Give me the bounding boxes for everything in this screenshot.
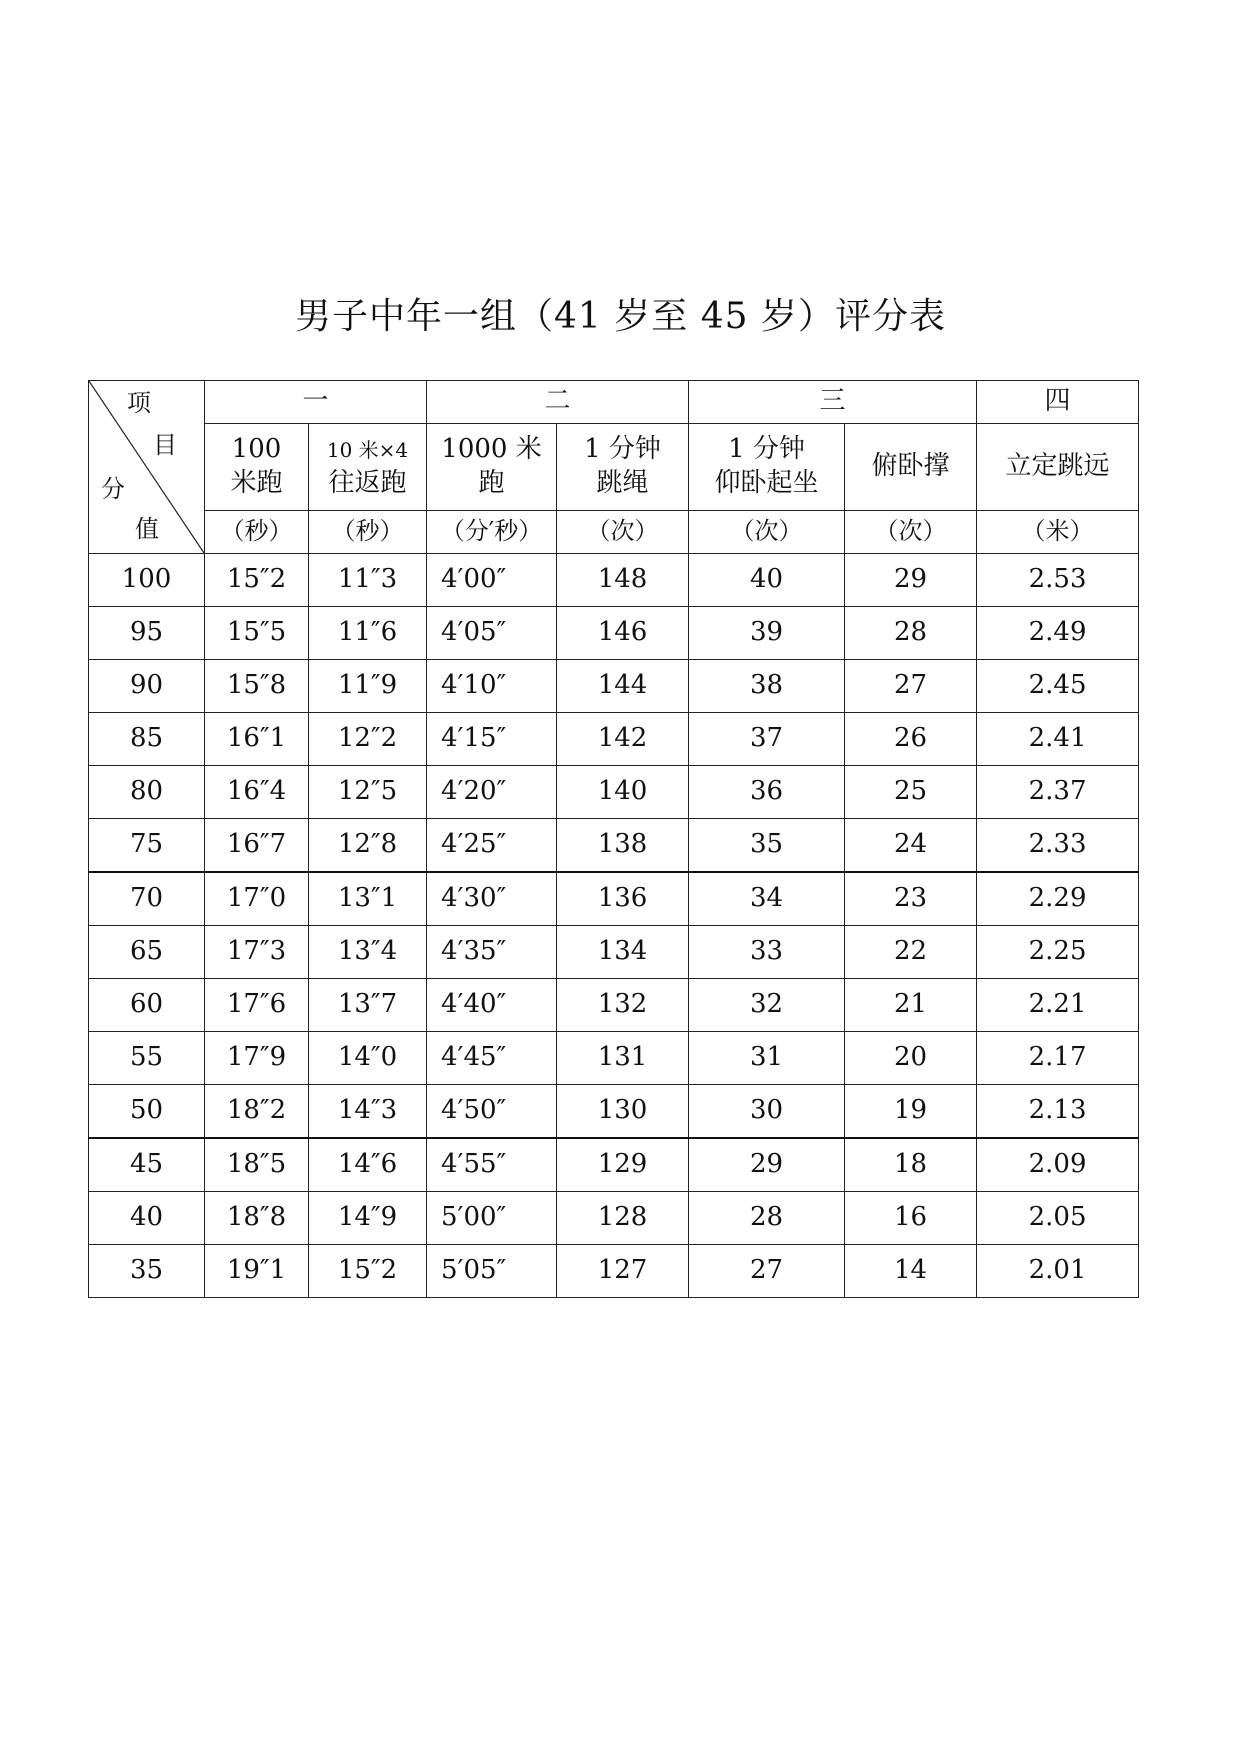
cell-shuttle: 11″3: [309, 554, 427, 607]
item-line1: 1000 米: [441, 434, 542, 465]
cell-100m: 17″6: [205, 979, 309, 1032]
cell-rope: 136: [557, 872, 689, 926]
cell-100m: 15″5: [205, 607, 309, 660]
table-row: [89, 554, 1139, 607]
cell-pushup: 21: [845, 979, 977, 1032]
cell-1000m: 4′15″: [427, 713, 557, 766]
cell-score: 45: [89, 1138, 205, 1192]
cell-situp: 36: [689, 766, 845, 819]
item-header-rope: [557, 424, 689, 511]
unit-shuttle: （秒）: [309, 511, 427, 554]
cell-score: 80: [89, 766, 205, 819]
cell-longjump: 2.01: [977, 1245, 1139, 1298]
cell-100m: 18″5: [205, 1138, 309, 1192]
table-row: [89, 1138, 1139, 1192]
cell-situp: 40: [689, 554, 845, 607]
corner-header-cell: [89, 381, 205, 554]
item-line2: 仰卧起坐: [714, 468, 819, 498]
cell-shuttle: 14″0: [309, 1032, 427, 1085]
cell-shuttle: 13″7: [309, 979, 427, 1032]
table-row: [89, 607, 1139, 660]
cell-100m: 16″7: [205, 819, 309, 873]
cell-100m: 18″8: [205, 1192, 309, 1245]
cell-rope: 148: [557, 554, 689, 607]
table-row: [89, 819, 1139, 873]
cell-situp: 32: [689, 979, 845, 1032]
cell-1000m: 4′45″: [427, 1032, 557, 1085]
cell-situp: 35: [689, 819, 845, 873]
unit-100m: （秒）: [205, 511, 309, 554]
cell-1000m: 5′05″: [427, 1245, 557, 1298]
cell-pushup: 23: [845, 872, 977, 926]
item-header-shuttle: [309, 424, 427, 511]
cell-rope: 131: [557, 1032, 689, 1085]
unit-rope: （次）: [557, 511, 689, 554]
score-table: [88, 380, 1139, 1298]
corner-label-item: 项: [127, 389, 151, 417]
item-line1: 1 分钟: [728, 434, 805, 465]
item-line1: 1 分钟: [584, 434, 661, 465]
cell-longjump: 2.17: [977, 1032, 1139, 1085]
item-line2: 跳绳: [596, 468, 649, 498]
cell-longjump: 2.53: [977, 554, 1139, 607]
cell-1000m: 4′30″: [427, 872, 557, 926]
cell-rope: 128: [557, 1192, 689, 1245]
cell-pushup: 24: [845, 819, 977, 873]
score-table-body: [89, 554, 1139, 1298]
cell-100m: 17″0: [205, 872, 309, 926]
header-unit-row: [89, 511, 1139, 554]
group-header-1: 一: [205, 381, 427, 424]
cell-pushup: 19: [845, 1085, 977, 1139]
table-row: [89, 1192, 1139, 1245]
cell-situp: 30: [689, 1085, 845, 1139]
cell-rope: 144: [557, 660, 689, 713]
group-header-2: 二: [427, 381, 689, 424]
cell-score: 50: [89, 1085, 205, 1139]
cell-longjump: 2.45: [977, 660, 1139, 713]
cell-shuttle: 11″9: [309, 660, 427, 713]
cell-rope: 142: [557, 713, 689, 766]
cell-longjump: 2.25: [977, 926, 1139, 979]
cell-shuttle: 14″9: [309, 1192, 427, 1245]
table-row: [89, 1085, 1139, 1139]
cell-longjump: 2.09: [977, 1138, 1139, 1192]
cell-1000m: 4′20″: [427, 766, 557, 819]
page-title: 男子中年一组（41 岁至 45 岁）评分表: [295, 296, 946, 337]
cell-1000m: 5′00″: [427, 1192, 557, 1245]
item-line2: 跑: [478, 468, 505, 498]
unit-longjump: （米）: [977, 511, 1139, 554]
cell-rope: 127: [557, 1245, 689, 1298]
table-row: [89, 926, 1139, 979]
cell-pushup: 20: [845, 1032, 977, 1085]
cell-situp: 37: [689, 713, 845, 766]
cell-shuttle: 11″6: [309, 607, 427, 660]
cell-situp: 31: [689, 1032, 845, 1085]
header-group-row: [89, 381, 1139, 424]
cell-1000m: 4′25″: [427, 819, 557, 873]
cell-1000m: 4′40″: [427, 979, 557, 1032]
cell-rope: 130: [557, 1085, 689, 1139]
cell-situp: 33: [689, 926, 845, 979]
item-line2: 往返跑: [328, 468, 407, 498]
cell-score: 60: [89, 979, 205, 1032]
cell-1000m: 4′10″: [427, 660, 557, 713]
cell-longjump: 2.41: [977, 713, 1139, 766]
corner-label-fen: 分: [101, 475, 125, 503]
item-line1: 100: [231, 434, 282, 465]
unit-situp: （次）: [689, 511, 845, 554]
cell-score: 65: [89, 926, 205, 979]
cell-pushup: 29: [845, 554, 977, 607]
cell-longjump: 2.21: [977, 979, 1139, 1032]
cell-situp: 29: [689, 1138, 845, 1192]
cell-situp: 38: [689, 660, 845, 713]
group-header-4: 四: [977, 381, 1139, 424]
table-row: [89, 872, 1139, 926]
cell-rope: 146: [557, 607, 689, 660]
cell-pushup: 28: [845, 607, 977, 660]
cell-100m: 19″1: [205, 1245, 309, 1298]
item-header-longjump: 立定跳远: [977, 424, 1139, 511]
cell-score: 100: [89, 554, 205, 607]
cell-longjump: 2.49: [977, 607, 1139, 660]
cell-longjump: 2.37: [977, 766, 1139, 819]
cell-longjump: 2.33: [977, 819, 1139, 873]
cell-shuttle: 12″8: [309, 819, 427, 873]
cell-1000m: 4′50″: [427, 1085, 557, 1139]
cell-pushup: 16: [845, 1192, 977, 1245]
cell-situp: 39: [689, 607, 845, 660]
unit-pushup: （次）: [845, 511, 977, 554]
cell-100m: 17″9: [205, 1032, 309, 1085]
table-row: [89, 1032, 1139, 1085]
unit-1000m: （分′秒）: [427, 511, 557, 554]
cell-100m: 15″2: [205, 554, 309, 607]
cell-score: 90: [89, 660, 205, 713]
cell-rope: 132: [557, 979, 689, 1032]
cell-situp: 28: [689, 1192, 845, 1245]
cell-situp: 27: [689, 1245, 845, 1298]
cell-longjump: 2.29: [977, 872, 1139, 926]
cell-1000m: 4′05″: [427, 607, 557, 660]
cell-100m: 18″2: [205, 1085, 309, 1139]
cell-pushup: 26: [845, 713, 977, 766]
item-header-100m: [205, 424, 309, 511]
item-header-1000m: [427, 424, 557, 511]
cell-shuttle: 14″3: [309, 1085, 427, 1139]
cell-pushup: 14: [845, 1245, 977, 1298]
cell-rope: 140: [557, 766, 689, 819]
cell-longjump: 2.05: [977, 1192, 1139, 1245]
cell-situp: 34: [689, 872, 845, 926]
cell-100m: 16″1: [205, 713, 309, 766]
cell-pushup: 27: [845, 660, 977, 713]
table-row: [89, 1245, 1139, 1298]
item-line1: 10 米×4: [326, 438, 409, 463]
cell-rope: 134: [557, 926, 689, 979]
cell-1000m: 4′35″: [427, 926, 557, 979]
header-item-row: [89, 424, 1139, 511]
cell-100m: 17″3: [205, 926, 309, 979]
item-line2: 米跑: [230, 468, 283, 498]
cell-score: 55: [89, 1032, 205, 1085]
cell-pushup: 25: [845, 766, 977, 819]
cell-1000m: 4′00″: [427, 554, 557, 607]
cell-1000m: 4′55″: [427, 1138, 557, 1192]
cell-score: 35: [89, 1245, 205, 1298]
corner-label-zhi: 值: [135, 515, 159, 543]
cell-pushup: 18: [845, 1138, 977, 1192]
cell-100m: 15″8: [205, 660, 309, 713]
item-header-situp: [689, 424, 845, 511]
corner-label-mu: 目: [153, 431, 177, 459]
cell-shuttle: 12″5: [309, 766, 427, 819]
cell-score: 75: [89, 819, 205, 873]
cell-100m: 16″4: [205, 766, 309, 819]
cell-longjump: 2.13: [977, 1085, 1139, 1139]
table-row: [89, 660, 1139, 713]
cell-rope: 138: [557, 819, 689, 873]
cell-rope: 129: [557, 1138, 689, 1192]
cell-score: 85: [89, 713, 205, 766]
cell-shuttle: 14″6: [309, 1138, 427, 1192]
cell-score: 40: [89, 1192, 205, 1245]
cell-shuttle: 13″1: [309, 872, 427, 926]
table-row: [89, 713, 1139, 766]
group-header-3: 三: [689, 381, 977, 424]
cell-score: 70: [89, 872, 205, 926]
table-row: [89, 766, 1139, 819]
cell-shuttle: 12″2: [309, 713, 427, 766]
cell-score: 95: [89, 607, 205, 660]
cell-shuttle: 13″4: [309, 926, 427, 979]
table-row: [89, 979, 1139, 1032]
cell-shuttle: 15″2: [309, 1245, 427, 1298]
cell-pushup: 22: [845, 926, 977, 979]
item-header-pushup: 俯卧撑: [845, 424, 977, 511]
